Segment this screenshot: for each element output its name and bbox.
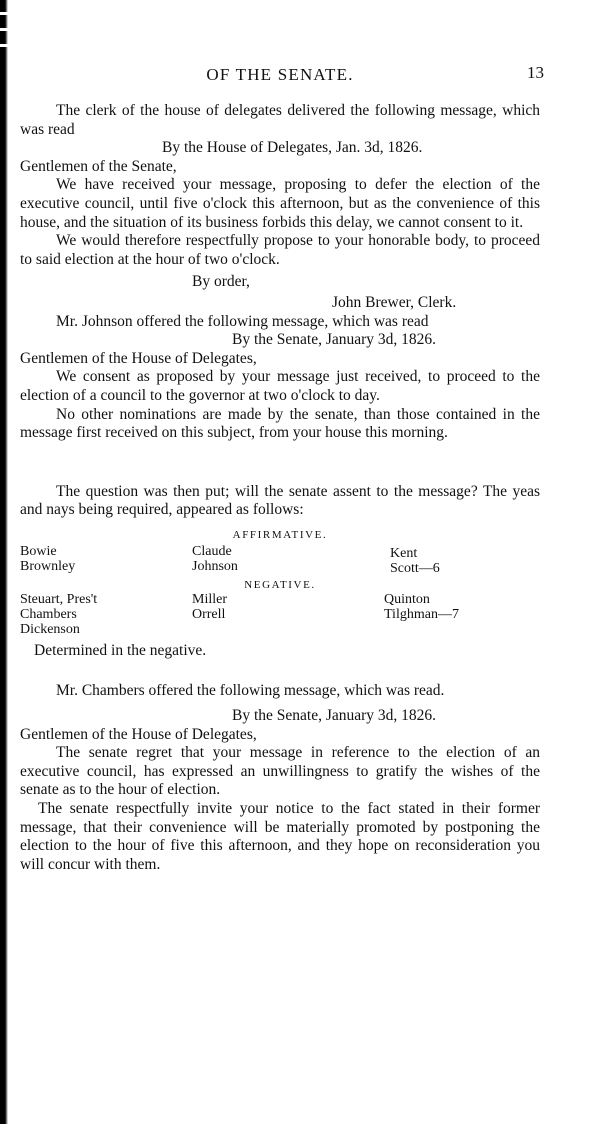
msg1-by-order: By order, — [192, 273, 250, 291]
msg3-dateline: By the Senate, January 3d, 1826. — [232, 707, 437, 725]
scan-edge-bar — [0, 0, 8, 1124]
affirmative-col-3 — [390, 546, 440, 576]
msg3-salutation: Gentlemen of the House of Delegates, — [20, 725, 257, 743]
vote-table — [20, 524, 540, 642]
vote-name: Kent — [390, 545, 418, 561]
running-title: OF THE SENATE. — [206, 65, 354, 84]
negative-col-3 — [384, 592, 459, 622]
vote-name: Tilghman—7 — [384, 607, 459, 623]
vote-name: Chambers — [20, 607, 77, 623]
negative-col-2 — [192, 592, 227, 622]
msg1-paragraph-2: We would therefore respectfully propose to your honorable body, to proceed to said election at the hour of two o'clock. — [20, 232, 540, 268]
msg1-salutation: Gentlemen of the Senate, — [20, 157, 177, 175]
negative-col-1 — [20, 592, 97, 638]
msg2-paragraph-2: No other nominations are made by the senate, than those contained in the message first received on this subject, from your house this morning. — [20, 405, 540, 442]
johnson-intro: Mr. Johnson offered the following message, which was read — [56, 312, 429, 330]
msg1-signature: John Brewer, Clerk. — [332, 293, 457, 311]
page-number: 13 — [527, 63, 544, 82]
vote-result: Determined in the negative. — [34, 641, 207, 659]
affirmative-col-1 — [20, 544, 75, 574]
vote-name: Scott—6 — [390, 561, 440, 577]
vote-name: Orrell — [192, 607, 226, 623]
msg1-paragraph-1: We have received your message, proposing to defer the election of the executive council, until five o'clock this afternoon, but as the convenience of this house, and the situation of its business forbids this delay, we cannot consent to it. — [20, 176, 540, 231]
msg1-dateline: By the House of Delegates, Jan. 3d, 1826. — [162, 139, 423, 157]
document-page — [20, 60, 544, 874]
vote-name: Dickenson — [20, 622, 80, 638]
vote-name: Claude — [192, 543, 232, 559]
vote-name: Miller — [192, 591, 227, 607]
chambers-intro: Mr. Chambers offered the following message, which was read. — [56, 682, 445, 700]
affirmative-label: AFFIRMATIVE. — [232, 528, 328, 541]
clerk-intro: The clerk of the house of delegates delivered the following message, which was read — [20, 102, 540, 138]
vote-name: Steuart, Pres't — [20, 591, 98, 607]
page-header — [20, 60, 544, 90]
affirmative-col-2 — [192, 544, 238, 574]
msg2-paragraph-1: We consent as proposed by your message just received, to proceed to the election of a council to the governor at two o'clock to day. — [20, 368, 540, 404]
msg2-dateline: By the Senate, January 3d, 1826. — [232, 331, 437, 349]
msg3-paragraph-1: The senate regret that your message in reference to the election of an executive council, has expressed an unwillingness to gratify the wishes of the senate as to the hour of election. — [20, 744, 540, 799]
msg3-paragraph-2: The senate respectfully invite your notice to the fact stated in their former message, that their convenience will be materially promoted by postponing the election to the hour of five this afternoon, and they hope on reconsideration you will concur with them. — [20, 800, 540, 873]
vote-name: Bowie — [20, 543, 57, 559]
vote-name: Brownley — [20, 559, 76, 575]
vote-name: Johnson — [192, 559, 238, 575]
msg2-salutation: Gentlemen of the House of Delegates, — [20, 349, 257, 367]
question-paragraph: The question was then put; will the senate assent to the message? The yeas and nays being required, appeared as follows: — [20, 482, 540, 519]
vote-name: Quinton — [384, 591, 430, 607]
negative-label: NEGATIVE. — [244, 578, 316, 591]
